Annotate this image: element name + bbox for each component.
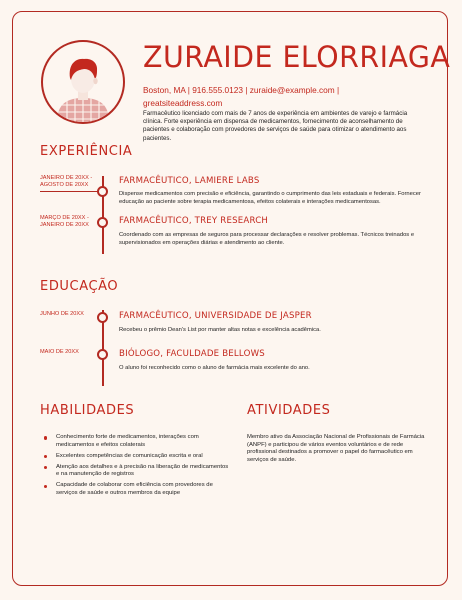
timeline-dot xyxy=(97,186,108,197)
degree-title: BIÓLOGO, FACULDADE BELLOWS xyxy=(119,349,265,359)
person-avatar-icon xyxy=(41,40,125,124)
education-date: MAIO DE 20XX xyxy=(40,349,79,355)
website-line: greatsiteaddress.com xyxy=(143,97,223,108)
section-title-education: EDUCAÇÃO xyxy=(40,279,119,294)
activities-text: Membro ativo da Associação Nacional de Profissionais de Farmácia (ANPF) e participou de vários eventos voluntários e de rede profissional destinados a promover o papel do farmacêutico em serviços de saúde. xyxy=(247,434,425,463)
job-description: Dispense medicamentos com precisão e eficiência, garantindo o cumprimento das leis estaduais e federais. Fornecer educação ao paciente sobre terapia medicamentosa, efeitos colaterais e interações medicamentosas. xyxy=(119,191,421,205)
contact-info xyxy=(143,84,353,109)
list-item: Excelentes competências de comunicação escrita e oral xyxy=(44,453,229,461)
degree-description: Recebeu o prêmio Dean's List por manter altas notas e excelência acadêmica. xyxy=(119,327,321,333)
job-description: Coordenado com as empresas de seguros para processar declarações e resolver problemas. Técnicos treinados e supervisionados em operações diárias e atendimento ao cliente. xyxy=(119,232,415,246)
experience-date xyxy=(40,215,100,229)
date-start: JANEIRO DE 20XX - xyxy=(40,175,93,181)
timeline-dot xyxy=(97,349,108,360)
contact-line: Boston, MA | 916.555.0123 | zuraide@example.com | xyxy=(143,85,340,95)
timeline-dot xyxy=(97,312,108,323)
section-title-skills: HABILIDADES xyxy=(40,403,135,418)
experience-date xyxy=(40,175,100,189)
avatar-illustration xyxy=(43,42,123,122)
timeline-connector xyxy=(40,191,98,193)
candidate-name: ZURAIDE ELORRIAGA xyxy=(143,40,451,74)
degree-title: FARMACÊUTICO, UNIVERSIDADE DE JASPER xyxy=(119,311,312,321)
list-item: Capacidade de colaborar com eficiência com provedores de serviços de saúde e outros membros da equipe xyxy=(44,482,229,497)
job-title: FARMACÊUTICO, LAMIERE LABS xyxy=(119,176,260,186)
section-title-activities: ATIVIDADES xyxy=(247,403,331,418)
section-title-experience: EXPERIÊNCIA xyxy=(40,144,133,159)
date-end: JANEIRO DE 20XX xyxy=(40,221,89,228)
list-item: Conhecimento forte de medicamentos, interações com medicamentos e efeitos colaterais xyxy=(44,434,229,449)
date-start: MARÇO DE 20XX - xyxy=(40,215,89,221)
job-title: FARMACÊUTICO, TREY RESEARCH xyxy=(119,216,269,226)
education-date: JUNHO DE 20XX xyxy=(40,311,84,317)
date-end: AGOSTO DE 20XX xyxy=(40,181,89,188)
timeline-dot xyxy=(97,217,108,228)
skills-list xyxy=(44,434,229,501)
list-item: Atenção aos detalhes e à precisão na liberação de medicamentos e na manutenção de registros xyxy=(44,464,229,479)
degree-description: O aluno foi reconhecido como o aluno de farmácia mais excelente do ano. xyxy=(119,365,310,371)
profile-summary: Farmacêutico licenciado com mais de 7 anos de experiência em ambientes de varejo e farmácia clínica. Forte experiência em dispensa de medicamentos, fornecimento de aconselhamento de pacientes e colaboração com provedores de serviços de saúde para otimizar o atendimento aos pacientes. xyxy=(143,110,408,142)
